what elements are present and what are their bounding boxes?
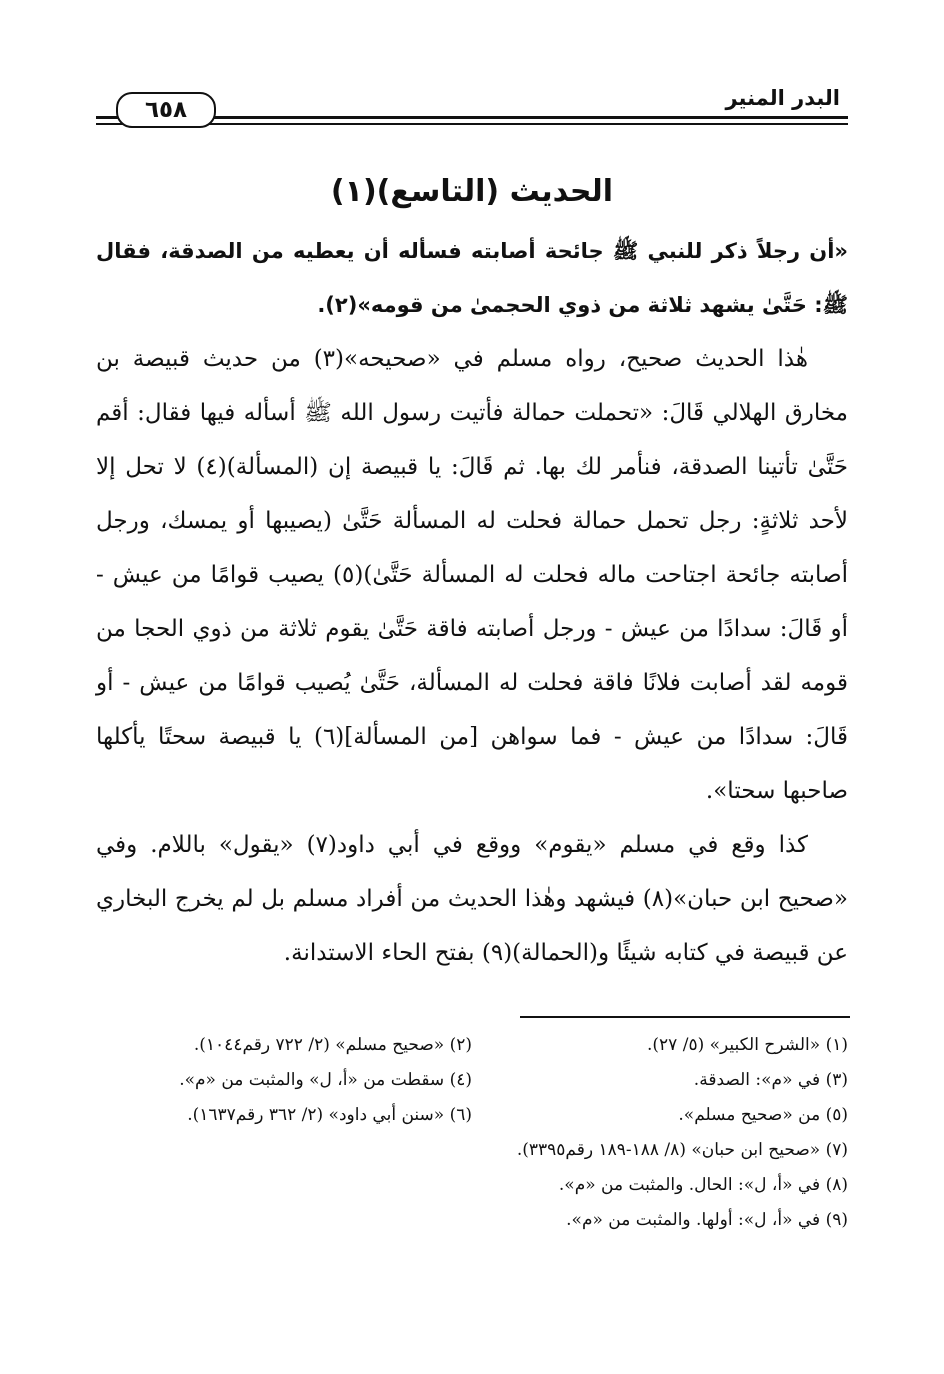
footnote: (٩) في «أ، ل»: أولها. والمثبت من «م».: [566, 1210, 848, 1230]
paragraph: كذا وقع في مسلم «يقوم» ووقع في أبي داود(٧) «يقول» باللام. وفي «صحيح ابن حبان»(٨) فيشهد وهٰذا الحديث من أفراد مسلم بل لم يخرج البخاري عن قبيصة في كتابه شيئًا و(الحمالة)(٩) بفتح الحاء الاستدانة.: [96, 832, 848, 966]
footnotes: [96, 1028, 848, 1238]
running-title: البدر المنير: [719, 86, 846, 110]
main-text: [96, 160, 848, 980]
footnote-row: [96, 1098, 848, 1133]
chapter-title: الحديث (التاسع)(١): [330, 174, 614, 209]
hadith-text: «أن رجلاً ذكر للنبي ﷺ جائحة أصابته فسأله أن يعطيه من الصدقة، فقال ﷺ: حَتَّىٰ يشهد ثلاثة من ذوي الحجمىٰ من قومه»(٢).: [96, 239, 848, 317]
footnote: (٨) في «أ، ل»: الحال. والمثبت من «م».: [558, 1175, 848, 1195]
footnote: (٤) سقطت من «أ، ل» والمثبت من «م».: [179, 1070, 472, 1090]
footnote-row: [96, 1063, 848, 1098]
running-header: [96, 86, 848, 130]
footnote-separator: [520, 1016, 850, 1018]
footnote: (٦) «سنن أبي داود» (٢/ ٣٦٢ رقم١٦٣٧).: [187, 1105, 472, 1125]
footnote: (٣) في «م»: الصدقة.: [693, 1070, 848, 1090]
footnote: (٧) «صحيح ابن حبان» (٨/ ١٨٨-١٨٩ رقم٣٣٩٥).: [516, 1140, 848, 1160]
footnote: (٢) «صحيح مسلم» (٢/ ٧٢٢ رقم١٠٤٤).: [193, 1035, 472, 1055]
paragraph: هٰذا الحديث صحيح، رواه مسلم في «صحيحه»(٣) من حديث قبيصة بن مخارق الهلالي قَالَ: «تحملت حمالة فأتيت رسول الله ﷺ أسأله فيها فقال: أقم حَتَّىٰ تأتينا الصدقة، فنأمر لك بها. ثم قَالَ: يا قبيصة إن (المسألة)(٤) لا تحل إلا لأحد ثلاثةٍ: رجل تحمل حمالة فحلت له المسألة حَتَّىٰ (يصيبها أو يمسك، ورجل أصابته جائحة اجتاحت ماله فحلت له المسألة حَتَّىٰ)(٥) يصيب قوامًا من عيش - أو قَالَ: سدادًا من عيش - ورجل أصابته فاقة حَتَّىٰ يقوم ثلاثة من ذوي الحجا من قومه لقد أصابت فلانًا فاقة فحلت له المسألة، حَتَّىٰ يُصيب قوامًا من عيش - أو قَالَ: سدادًا من عيش - فما سواهن [من المسألة](٦) يا قبيصة سحتًا يأكلها صاحبها سحتا».: [96, 346, 848, 804]
footnote: (١) «الشرح الكبير» (٥/ ٢٧).: [646, 1035, 848, 1055]
footnote: (٥) من «صحيح مسلم».: [678, 1105, 848, 1125]
footnote-row: [96, 1028, 848, 1063]
page-number: ٦٥٨: [116, 92, 216, 128]
